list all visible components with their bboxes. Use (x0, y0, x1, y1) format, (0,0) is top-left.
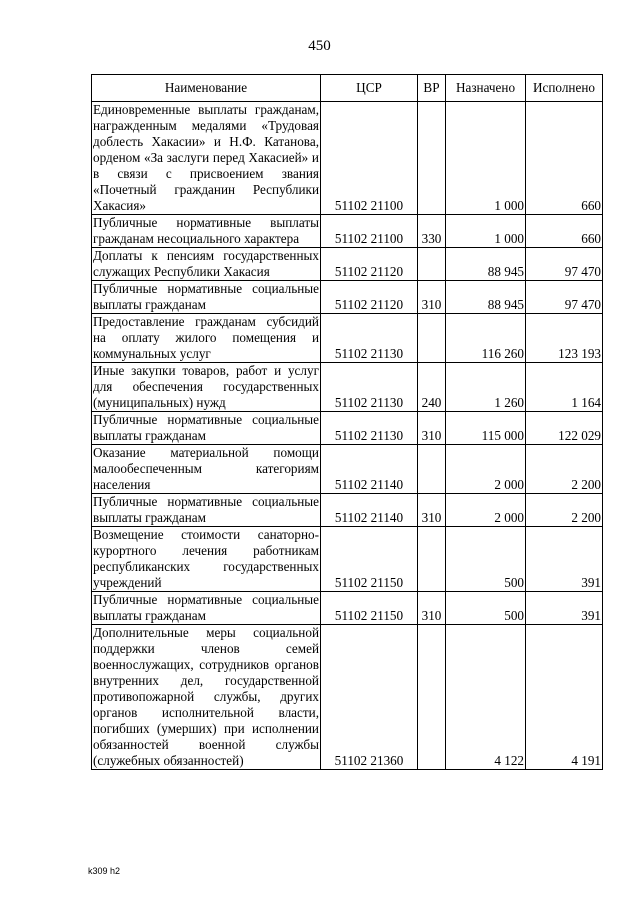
table-header-row (92, 75, 603, 102)
row-name-cell: Доплаты к пенсиям государственных служащих Республики Хакасия (93, 248, 319, 279)
row-name-cell: Публичные нормативные социальные выплаты гражданам (93, 592, 319, 623)
table-row (92, 248, 603, 281)
row-executed-cell: 2 200 (526, 445, 603, 494)
row-csr-cell: 51102 21130 (321, 363, 418, 412)
column-header-csr: ЦСР (321, 75, 418, 102)
row-name-cell: Публичные нормативные социальные выплаты гражданам (93, 494, 319, 525)
row-executed-cell: 97 470 (526, 281, 603, 314)
row-vr-cell (418, 445, 446, 494)
row-name-cell: Дополнительные меры социальной поддержки членов семей военнослужащих, сотрудников органов внутренних дел, государственной противопожарной службы, других органов исполнительной власти, погибших (умерших) при исполнении обязанностей военной службы (служебных обязанностей) (93, 625, 319, 768)
row-csr-cell: 51102 21120 (321, 248, 418, 281)
row-name-cell: Публичные нормативные социальные выплаты гражданам (93, 281, 319, 312)
row-csr-cell: 51102 21130 (321, 314, 418, 363)
row-executed-cell: 391 (526, 527, 603, 592)
row-planned-cell: 88 945 (446, 248, 526, 281)
row-csr-cell: 51102 21100 (321, 215, 418, 248)
footer-code: k309 h2 (88, 866, 121, 876)
row-planned-cell: 116 260 (446, 314, 526, 363)
row-planned-cell: 500 (446, 527, 526, 592)
row-name-cell: Публичные нормативные выплаты гражданам несоциального характера (93, 215, 319, 246)
row-planned-cell: 1 000 (446, 215, 526, 248)
row-vr-cell (418, 314, 446, 363)
table-row (92, 494, 603, 527)
row-executed-cell: 660 (526, 102, 603, 215)
row-csr-cell: 51102 21150 (321, 527, 418, 592)
row-executed-cell: 122 029 (526, 412, 603, 445)
row-csr-cell: 51102 21120 (321, 281, 418, 314)
row-planned-cell: 1 000 (446, 102, 526, 215)
row-planned-cell: 4 122 (446, 625, 526, 770)
row-vr-cell (418, 527, 446, 592)
budget-table (91, 74, 603, 770)
row-vr-cell (418, 625, 446, 770)
row-csr-cell: 51102 21100 (321, 102, 418, 215)
row-vr-cell: 310 (418, 494, 446, 527)
row-name-cell: Единовременные выплаты гражданам, награжденным медалями «Трудовая доблесть Хакасии» и Н.Ф. Катанова, орденом «За заслуги перед Хакасией» и в связи с присвоением звания «Почетный гражданин Республики Хакасия» (93, 102, 319, 213)
row-planned-cell: 115 000 (446, 412, 526, 445)
column-header-vr: ВР (418, 75, 446, 102)
table-body (92, 102, 603, 770)
row-vr-cell: 310 (418, 592, 446, 625)
row-planned-cell: 2 000 (446, 494, 526, 527)
row-executed-cell: 660 (526, 215, 603, 248)
row-planned-cell: 1 260 (446, 363, 526, 412)
table-row (92, 625, 603, 770)
table-row (92, 363, 603, 412)
row-name-cell: Возмещение стоимости санаторно-курортного лечения работникам республиканских государственных учреждений (93, 527, 319, 590)
row-name-cell: Предоставление гражданам субсидий на оплату жилого помещения и коммунальных услуг (93, 314, 319, 361)
row-planned-cell: 88 945 (446, 281, 526, 314)
table-row (92, 592, 603, 625)
table-row (92, 102, 603, 215)
row-executed-cell: 97 470 (526, 248, 603, 281)
column-header-name: Наименование (92, 75, 321, 102)
table-row (92, 527, 603, 592)
row-executed-cell: 2 200 (526, 494, 603, 527)
row-vr-cell: 310 (418, 281, 446, 314)
row-csr-cell: 51102 21140 (321, 494, 418, 527)
table-row (92, 412, 603, 445)
row-name-cell: Оказание материальной помощи малообеспеченным категориям населения (93, 445, 319, 492)
table-row (92, 215, 603, 248)
row-vr-cell: 330 (418, 215, 446, 248)
page-number: 450 (308, 38, 331, 54)
row-planned-cell: 500 (446, 592, 526, 625)
table-row (92, 281, 603, 314)
row-executed-cell: 391 (526, 592, 603, 625)
row-vr-cell: 310 (418, 412, 446, 445)
row-vr-cell (418, 102, 446, 215)
row-csr-cell: 51102 21130 (321, 412, 418, 445)
row-vr-cell (418, 248, 446, 281)
column-header-executed: Исполнено (526, 75, 603, 102)
row-csr-cell: 51102 21140 (321, 445, 418, 494)
row-name-cell: Публичные нормативные социальные выплаты гражданам (93, 412, 319, 443)
row-csr-cell: 51102 21150 (321, 592, 418, 625)
row-name-cell: Иные закупки товаров, работ и услуг для обеспечения государственных (муниципальных) нужд (93, 363, 319, 410)
row-csr-cell: 51102 21360 (321, 625, 418, 770)
row-executed-cell: 1 164 (526, 363, 603, 412)
row-vr-cell: 240 (418, 363, 446, 412)
table-row (92, 314, 603, 363)
table-row (92, 445, 603, 494)
column-header-planned: Назначено (446, 75, 526, 102)
row-planned-cell: 2 000 (446, 445, 526, 494)
row-executed-cell: 123 193 (526, 314, 603, 363)
row-executed-cell: 4 191 (526, 625, 603, 770)
